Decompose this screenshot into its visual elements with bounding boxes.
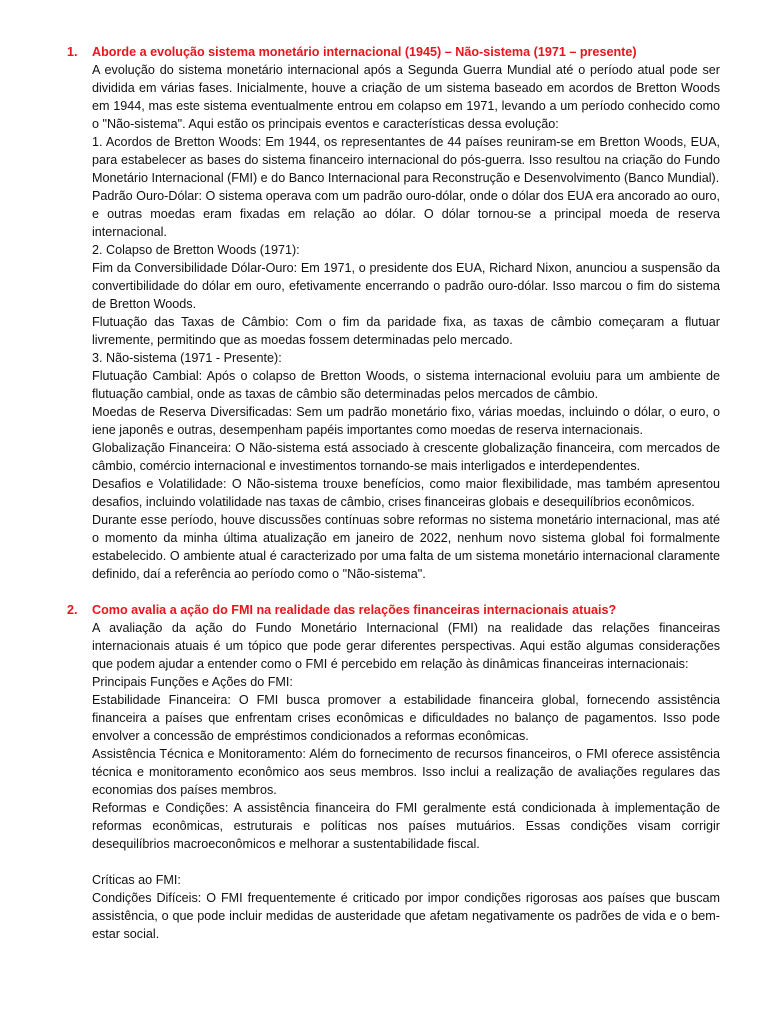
paragraph: 2. Colapso de Bretton Woods (1971): xyxy=(92,243,300,257)
paragraph: Principais Funções e Ações do FMI: xyxy=(92,675,293,689)
paragraph: A avaliação da ação do Fundo Monetário Internacional (FMI) na realidade das relações financeiras internacionais atuais é um tópico que pode gerar diferentes perspectivas. Aqui estão algumas considerações que podem ajudar a entender como o FMI é percebido em relação às dinâmicas financeiras internacionais: xyxy=(92,621,720,671)
answer-body xyxy=(92,61,720,583)
question-title: Aborde a evolução sistema monetário internacional (1945) – Não-sistema (1971 – presente) xyxy=(92,45,637,59)
paragraph: Fim da Conversibilidade Dólar-Ouro: Em 1971, o presidente dos EUA, Richard Nixon, anunciou a suspensão da convertibilidade do dólar em ouro, efetivamente encerrando o padrão ouro-dólar. Isso marcou o fim do sistema de Bretton Woods. xyxy=(92,261,720,311)
paragraph: 3. Não-sistema (1971 - Presente): xyxy=(92,351,282,365)
paragraph: Flutuação das Taxas de Câmbio: Com o fim da paridade fixa, as taxas de câmbio começaram a flutuar livremente, permitindo que as moedas fossem determinadas pelo mercado. xyxy=(92,315,720,347)
paragraph: Condições Difíceis: O FMI frequentemente é criticado por impor condições rigorosas aos países que buscam assistência, o que pode incluir medidas de austeridade que afetam negativamente os padrões de vida e o bem-estar social. xyxy=(92,891,720,941)
paragraph: Flutuação Cambial: Após o colapso de Bretton Woods, o sistema internacional evoluiu para um ambiente de flutuação cambial, onde as taxas de câmbio são determinadas pelos mercados de câmbio. xyxy=(92,369,720,401)
question-1-heading xyxy=(67,43,720,61)
question-number: 2. xyxy=(67,603,78,617)
paragraph: Durante esse período, houve discussões contínuas sobre reformas no sistema monetário internacional, mas até o momento da minha última atualização em janeiro de 2022, nenhum novo sistema global foi formalmente estabelecido. O ambiente atual é caracterizado por uma falta de um sistema monetário internacional claramente definido, daí a referência ao período como o "Não-sistema". xyxy=(92,513,720,581)
paragraph: Moedas de Reserva Diversificadas: Sem um padrão monetário fixo, várias moedas, incluindo o dólar, o euro, o iene japonês e outras, desempenham papéis importantes como moedas de reserva internacionais. xyxy=(92,405,720,437)
paragraph: Críticas ao FMI: xyxy=(92,873,181,887)
paragraph: 1. Acordos de Bretton Woods: Em 1944, os representantes de 44 países reuniram-se em Bretton Woods, EUA, para estabelecer as bases do sistema financeiro internacional do pós-guerra. Isso resultou na criação do Fundo Monetário Internacional (FMI) e do Banco Internacional para Reconstrução e Desenvolvimento (Banco Mundial). xyxy=(92,135,720,185)
answer-body xyxy=(92,619,720,943)
question-2-heading xyxy=(67,601,720,619)
question-2 xyxy=(67,601,720,943)
blank-line xyxy=(92,853,720,871)
paragraph: Assistência Técnica e Monitoramento: Além do fornecimento de recursos financeiros, o FMI oferece assistência técnica e monitoramento econômico aos seus membros. Isso inclui a realização de avaliações regulares das economias dos países membros. xyxy=(92,747,720,797)
question-1 xyxy=(67,43,720,583)
paragraph: Desafios e Volatilidade: O Não-sistema trouxe benefícios, como maior flexibilidade, mas também apresentou desafios, incluindo volatilidade nas taxas de câmbio, crises financeiras globais e desequilíbrios econômicos. xyxy=(92,477,720,509)
paragraph: Reformas e Condições: A assistência financeira do FMI geralmente está condicionada à implementação de reformas econômicas, estruturais e políticas nos países mutuários. Essas condições visam corrigir desequilíbrios macroeconômicos e melhorar a sustentabilidade fiscal. xyxy=(92,801,720,851)
question-number: 1. xyxy=(67,45,78,59)
paragraph: Padrão Ouro-Dólar: O sistema operava com um padrão ouro-dólar, onde o dólar dos EUA era ancorado ao ouro, e outras moedas eram fixadas em relação ao dólar. O dólar tornou-se a principal moeda de reserva internacional. xyxy=(92,189,720,239)
paragraph: A evolução do sistema monetário internacional após a Segunda Guerra Mundial até o período atual pode ser dividida em várias fases. Inicialmente, houve a criação de um sistema baseado em acordos de Bretton Woods em 1944, mas este sistema eventualmente entrou em colapso em 1971, levando a um período conhecido como o "Não-sistema". Aqui estão os principais eventos e características dessa evolução: xyxy=(92,63,720,131)
question-title: Como avalia a ação do FMI na realidade das relações financeiras internacionais atuais? xyxy=(92,603,617,617)
paragraph: Globalização Financeira: O Não-sistema está associado à crescente globalização financeira, com mercados de câmbio, comércio internacional e investimentos tornando-se mais interligados e interdependentes. xyxy=(92,441,720,473)
paragraph: Estabilidade Financeira: O FMI busca promover a estabilidade financeira global, fornecendo assistência financeira a países que enfrentam crises econômicas e dificuldades no balanço de pagamentos. Isso pode envolver a concessão de empréstimos condicionados a reformas econômicas. xyxy=(92,693,720,743)
